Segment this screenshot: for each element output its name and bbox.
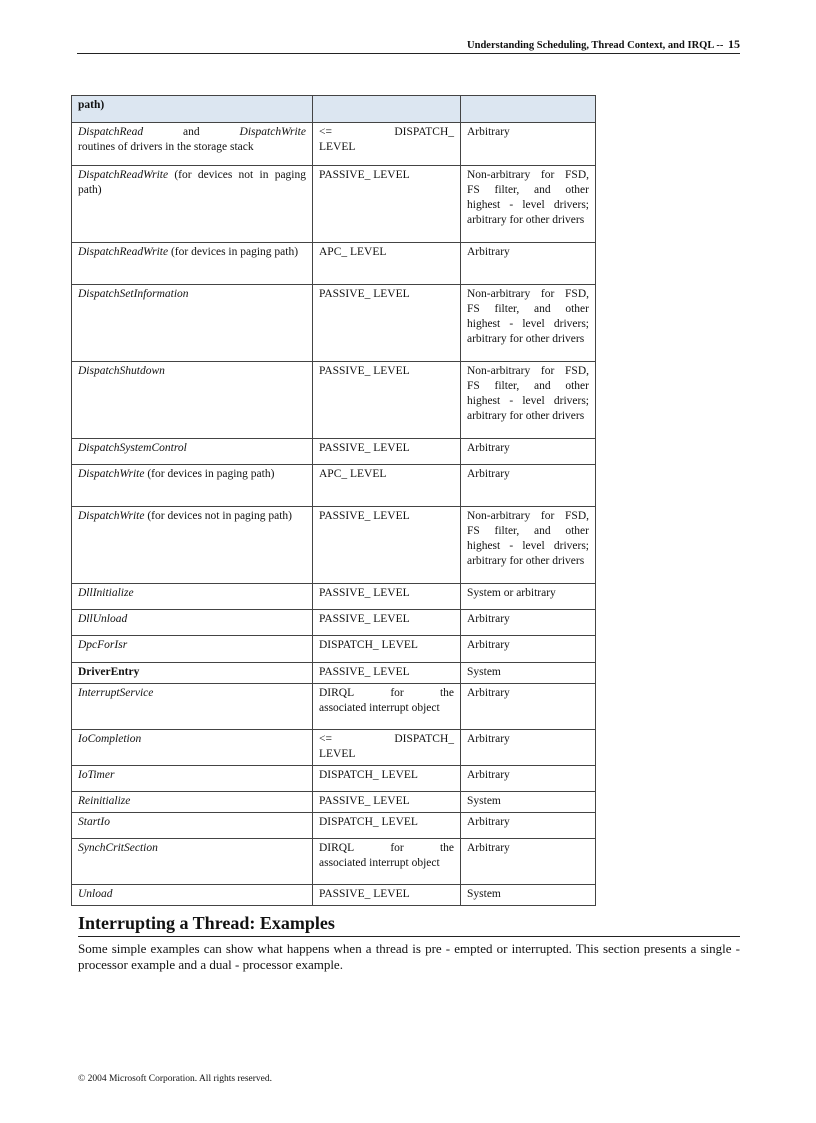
context-cell: Non-arbitrary for FSD, FS filter, and other highest - level drivers; arbitrary for other drivers — [461, 507, 596, 584]
context-cell: Non-arbitrary for FSD, FS filter, and other highest - level drivers; arbitrary for other drivers — [461, 362, 596, 439]
context-cell: Arbitrary — [461, 684, 596, 730]
routine-cell — [72, 839, 313, 885]
irql-cell: PASSIVE_ LEVEL — [313, 610, 461, 636]
context-cell: Arbitrary — [461, 465, 596, 507]
routine-note: (for devices not in paging path) — [144, 510, 292, 522]
irql-cell: APC_ LEVEL — [313, 465, 461, 507]
irql-text: for — [390, 687, 404, 699]
page-number: 15 — [728, 37, 740, 51]
routine-name: DllUnload — [78, 613, 128, 625]
context-cell: Arbitrary — [461, 636, 596, 663]
irql-cell: PASSIVE_ LEVEL — [313, 166, 461, 243]
routine-name: and — [183, 126, 200, 138]
routine-name: InterruptService — [78, 687, 154, 699]
irql-cell: PASSIVE_ LEVEL — [313, 792, 461, 813]
routine-cell — [72, 610, 313, 636]
routine-name: StartIo — [78, 816, 110, 828]
routine-note: (for devices not in paging path) — [78, 169, 306, 196]
irql-cell: PASSIVE_ LEVEL — [313, 507, 461, 584]
table-row — [72, 684, 596, 730]
irql-cell: PASSIVE_ LEVEL — [313, 362, 461, 439]
context-cell: Arbitrary — [461, 766, 596, 792]
irql-text: associated interrupt object — [319, 702, 440, 714]
routine-cell — [72, 166, 313, 243]
context-cell: System — [461, 792, 596, 813]
irql-text: DISPATCH_ — [394, 126, 454, 138]
routine-cell — [72, 813, 313, 839]
irql-cell — [313, 730, 461, 766]
table-header-cell: path) — [72, 96, 313, 123]
context-cell: Arbitrary — [461, 813, 596, 839]
irql-cell — [313, 123, 461, 166]
irql-cell — [313, 839, 461, 885]
routine-name: Reinitialize — [78, 795, 131, 807]
table-row — [72, 730, 596, 766]
irql-text: associated interrupt object — [319, 857, 440, 869]
context-cell: Arbitrary — [461, 243, 596, 285]
table-row — [72, 766, 596, 792]
routine-name: DispatchReadWrite — [78, 246, 169, 258]
context-cell: System — [461, 885, 596, 906]
routine-name: DllInitialize — [78, 587, 134, 599]
routine-name: DispatchWrite — [239, 126, 306, 138]
irql-cell — [313, 684, 461, 730]
irql-cell: APC_ LEVEL — [313, 243, 461, 285]
table-row — [72, 610, 596, 636]
irql-cell: PASSIVE_ LEVEL — [313, 439, 461, 465]
context-cell: Arbitrary — [461, 730, 596, 766]
irql-text: DIRQL — [319, 687, 355, 699]
routine-name: DispatchShutdown — [78, 365, 165, 377]
irql-text: the — [439, 842, 454, 854]
routine-name: DispatchReadWrite — [78, 169, 169, 181]
table-row — [72, 243, 596, 285]
irql-text: <= — [319, 733, 332, 745]
section-heading: Interrupting a Thread: Examples — [78, 913, 740, 937]
routine-cell — [72, 684, 313, 730]
irql-cell: DISPATCH_ LEVEL — [313, 766, 461, 792]
irql-text: the — [439, 687, 454, 699]
table-row — [72, 839, 596, 885]
table-row — [72, 663, 596, 684]
table-row — [72, 813, 596, 839]
routine-cell — [72, 885, 313, 906]
table-header-row — [72, 96, 596, 123]
routine-cell — [72, 730, 313, 766]
table-row — [72, 123, 596, 166]
irql-text: LEVEL — [319, 141, 356, 153]
routine-name: DpcForIsr — [78, 639, 128, 651]
irql-cell: PASSIVE_ LEVEL — [313, 584, 461, 610]
context-cell: Non-arbitrary for FSD, FS filter, and other highest - level drivers; arbitrary for other drivers — [461, 166, 596, 243]
routine-cell — [72, 584, 313, 610]
routine-name: DispatchWrite — [78, 468, 145, 480]
routine-cell — [72, 465, 313, 507]
table-row — [72, 584, 596, 610]
table-row — [72, 166, 596, 243]
routine-note: (for devices in paging path) — [144, 468, 275, 480]
irql-text: LEVEL — [319, 748, 356, 760]
irql-cell: DISPATCH_ LEVEL — [313, 636, 461, 663]
routine-cell — [72, 439, 313, 465]
table-row — [72, 792, 596, 813]
table-row — [72, 362, 596, 439]
table-header-cell — [313, 96, 461, 123]
context-cell: Arbitrary — [461, 439, 596, 465]
irql-text: DISPATCH_ — [394, 733, 454, 745]
routine-name: DispatchSetInformation — [78, 288, 189, 300]
table-row — [72, 465, 596, 507]
running-header-title: Understanding Scheduling, Thread Context, and IRQL -- — [467, 40, 724, 51]
routine-name: IoTimer — [78, 769, 115, 781]
table-row — [72, 439, 596, 465]
irql-cell: DISPATCH_ LEVEL — [313, 813, 461, 839]
routine-name: DispatchWrite — [78, 510, 145, 522]
irql-table — [71, 95, 596, 906]
routine-note: (for devices in paging path) — [168, 246, 299, 258]
irql-cell: PASSIVE_ LEVEL — [313, 285, 461, 362]
routine-note: routines of drivers in the storage stack — [78, 141, 254, 153]
routine-cell — [72, 636, 313, 663]
irql-cell: PASSIVE_ LEVEL — [313, 663, 461, 684]
table-header-cell — [461, 96, 596, 123]
copyright-footer: © 2004 Microsoft Corporation. All rights reserved. — [78, 1074, 273, 1084]
context-cell: Arbitrary — [461, 839, 596, 885]
running-header — [77, 38, 740, 54]
routine-cell — [72, 792, 313, 813]
section-paragraph: Some simple examples can show what happens when a thread is pre - empted or interrupted. This section presents a single - processor example and a dual - processor example. — [78, 941, 740, 972]
irql-text: <= — [319, 126, 332, 138]
context-cell: System or arbitrary — [461, 584, 596, 610]
irql-text: DIRQL — [319, 842, 355, 854]
context-cell: Arbitrary — [461, 123, 596, 166]
routine-cell — [72, 123, 313, 166]
routine-cell — [72, 507, 313, 584]
irql-cell: PASSIVE_ LEVEL — [313, 885, 461, 906]
routine-cell — [72, 362, 313, 439]
table-row — [72, 636, 596, 663]
routine-cell — [72, 766, 313, 792]
context-cell: Arbitrary — [461, 610, 596, 636]
context-cell: Non-arbitrary for FSD, FS filter, and other highest - level drivers; arbitrary for other drivers — [461, 285, 596, 362]
table-row — [72, 285, 596, 362]
routine-name: IoCompletion — [78, 733, 142, 745]
table-row — [72, 507, 596, 584]
routine-cell — [72, 243, 313, 285]
routine-name: DriverEntry — [78, 666, 140, 678]
table-row — [72, 885, 596, 906]
routine-name: Unload — [78, 888, 113, 900]
context-cell: System — [461, 663, 596, 684]
irql-text: for — [390, 842, 404, 854]
routine-cell — [72, 285, 313, 362]
routine-name: DispatchRead — [78, 126, 144, 138]
routine-name: DispatchSystemControl — [78, 442, 187, 454]
routine-name: SynchCritSection — [78, 842, 158, 854]
routine-cell — [72, 663, 313, 684]
